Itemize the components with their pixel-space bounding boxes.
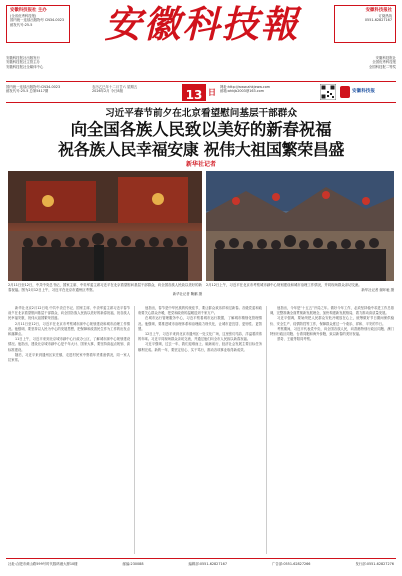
footer-postcode: 邮编:230088 xyxy=(122,562,144,567)
col2-para-1: 他指出，春节是中华民族的传统佳节，要让群众欢乐祥和过新春。各级党委和政府要关心群众冷暖，把党和政府的温暖送到千家万户。 xyxy=(138,306,262,316)
info-left-line2: 邮发代号:25-5 总第5417期 xyxy=(6,89,49,94)
article-column-3 xyxy=(270,306,394,554)
masthead-left-notes xyxy=(6,56,86,69)
footer xyxy=(6,558,396,570)
masthead-right-box xyxy=(334,5,396,43)
date-line1: 农历乙巳年十二月廿六 星期五 xyxy=(92,85,138,89)
info-date xyxy=(92,85,178,94)
column-divider-1 xyxy=(134,306,135,554)
left-box-line3: 国内统一连续出版物号 CN34-0023 xyxy=(10,18,65,23)
col1-para-1: 新华社北京2月12日电 中共中央总书记、国家主席、中央军委主席习近平春节前夕在北京看望慰问基层干部群众，向全国各族人民致以美好的新春祝福，祝各族人民幸福安康，祝伟大祖国繁荣昌盛。 xyxy=(8,306,130,321)
photo-right-caption-text: 2月12日上午，习近平在北京市考察城市副中心规划建设和城市治理工作情况，并同现场群众亲切交流。 xyxy=(206,283,362,287)
photo-left xyxy=(8,171,202,281)
newspaper-logo xyxy=(88,1,316,47)
footer-issue: 发行部:0551-62827276 xyxy=(355,562,394,567)
right-note-2: 全国优秀科技报 xyxy=(372,60,396,65)
masthead xyxy=(0,0,402,48)
web-line1: 网址:http://www.ahkjxww.com xyxy=(220,85,271,89)
date-line2: 2026年2月 今日8版 xyxy=(92,89,123,94)
col3-para-2: 习近平强调，要始终把人民群众安危冷暖放在心上，统筹做好节日期间保供稳价、安全生产、疫情防控等工作，保障群众度过一个欢乐、祥和、平安的节日。 xyxy=(270,316,394,326)
headline-main-2: 祝各族人民幸福安康 祝伟大祖国繁荣昌盛 xyxy=(58,140,344,159)
left-note-3: 安徽科技报社全媒体中心 xyxy=(6,64,44,69)
col2-para-4: 习近平强调，过去一年，我们迎难而上、砥砺前行，经济社会发展主要目标任务顺利完成。新的一年，要坚定信心、实干笃行，推动各项事业取得新成效。 xyxy=(138,342,262,352)
left-box-line2: (全省优秀科技报) xyxy=(10,14,37,18)
info-web xyxy=(220,85,318,94)
column-divider-2 xyxy=(266,306,267,554)
footer-address: 社址:合肥市黄山路599号时代数码港大厦10楼 xyxy=(8,562,78,567)
col3-para-3: 考察期间，习近平代表党中央，向全国各族人民，向香港特别行政区同胞、澳门特别行政区同胞、台湾同胞和海外侨胞，致以新春的美好祝福。 xyxy=(270,326,394,337)
headline-main-1: 向全国各族人民致以美好的新春祝福 xyxy=(70,120,332,139)
photo-left-caption-text: 2月11日至12日，中共中央总书记、国家主席、中央军委主席习近平在北京看望慰问基层干部群众，向全国各族人民致以美好的新春祝福。图为2月12日上午，习近平在北京市通州区考察。 xyxy=(8,283,202,292)
right-box-line1: 安徽科技报社 xyxy=(365,8,392,13)
headline-block xyxy=(6,107,396,169)
left-box-line1: 安徽科技报社 主办 xyxy=(10,8,47,13)
photo-right-credit: 新华社记者 谢环驰 摄 xyxy=(361,287,394,292)
right-box-line3: 0551-62827167 xyxy=(364,18,392,23)
footer-editorial: 编辑部:0551-62827167 xyxy=(188,562,227,567)
logo-text: 安徽科技報 xyxy=(104,2,300,46)
right-box-line2: 订阅热线 xyxy=(378,14,392,18)
col1-para-4: 随后，习近平来到通州区宋庄镇，走进村民家中察看年货准备情况，同一家人拉家常。 xyxy=(8,352,130,363)
left-box-line4: 邮发代号:25-5 xyxy=(10,22,33,27)
app-logo-icon xyxy=(340,86,350,98)
article-column-2 xyxy=(138,306,262,554)
masthead-left-box xyxy=(6,5,70,43)
footer-ad: 广告部:0551-62827266 xyxy=(272,562,311,567)
info-bar xyxy=(6,81,396,103)
headline-kicker: 习近平春节前夕在北京看望慰问基层干部群众 xyxy=(105,108,297,119)
col1-para-3: 11日上午，习近平来到北京城市副中心行政办公区，了解城市副中心规划建设情况。他指出，建设北京城市副中心是千年大计、国家大事，要坚持高起点规划、高标准建设。 xyxy=(8,337,130,352)
day-number: 13 xyxy=(185,88,203,102)
web-line2: 邮箱:ahkjb2003@163.com xyxy=(220,89,265,94)
info-left-line1: 国内统一连续出版物号:CN34-0023 xyxy=(6,85,61,89)
col3-para-1: 他指出，今年是“十五五”开局之年。做好今年工作，必须坚持稳中求进工作总基调，完整准确全面贯彻新发展理念，加快构建新发展格局，着力推动高质量发展。 xyxy=(270,306,394,316)
col2-para-3: 12日上午，习近平来到北京市通州区一处文化广场，这里张灯结彩，洋溢着浓浓的年味。习近平同现场群众亲切交流，并通过他们向全市人民致以新春祝福。 xyxy=(138,332,262,342)
col2-para-2: 在城市运行管理服务中心，习近平察看城市运行数据，了解城市精细化管理情况。他强调，要推进城市治理体系和治理能力现代化，让城市更宜居、更韧性、更智慧。 xyxy=(138,316,262,331)
photo-right-caption xyxy=(206,283,394,292)
left-note-1: 安徽科技报社出版发行 xyxy=(6,56,40,60)
left-note-2: 安徽科技报社主管主办 xyxy=(6,60,40,65)
right-note-3: 全国科技报二等奖 xyxy=(368,64,396,69)
article-column-1 xyxy=(8,306,130,554)
masthead-right-notes xyxy=(322,56,396,69)
photo-right xyxy=(206,171,394,281)
headline-byline: 新华社记者 xyxy=(185,161,216,168)
photo-left-caption xyxy=(8,283,202,297)
right-note-1: 安徽科技报社 xyxy=(375,56,396,60)
qr-code-icon xyxy=(320,84,336,100)
qr-label: 安徽科技报 xyxy=(352,89,375,94)
col1-para-2: 2月11日至12日，习近平在北京市考察城市副中心规划建设和城市治理工作情况。他强调，要坚持以人民为中心的发展思想，把保障和改善民生作为工作的出发点和落脚点。 xyxy=(8,321,130,337)
day-badge xyxy=(182,84,206,101)
photo-left-credit: 新华社记者 鞠鹏 摄 xyxy=(172,292,202,297)
day-unit: 日 xyxy=(208,88,216,97)
col3-para-4: 蔡奇、王毅等陪同考察。 xyxy=(277,337,314,342)
info-left xyxy=(6,85,88,94)
